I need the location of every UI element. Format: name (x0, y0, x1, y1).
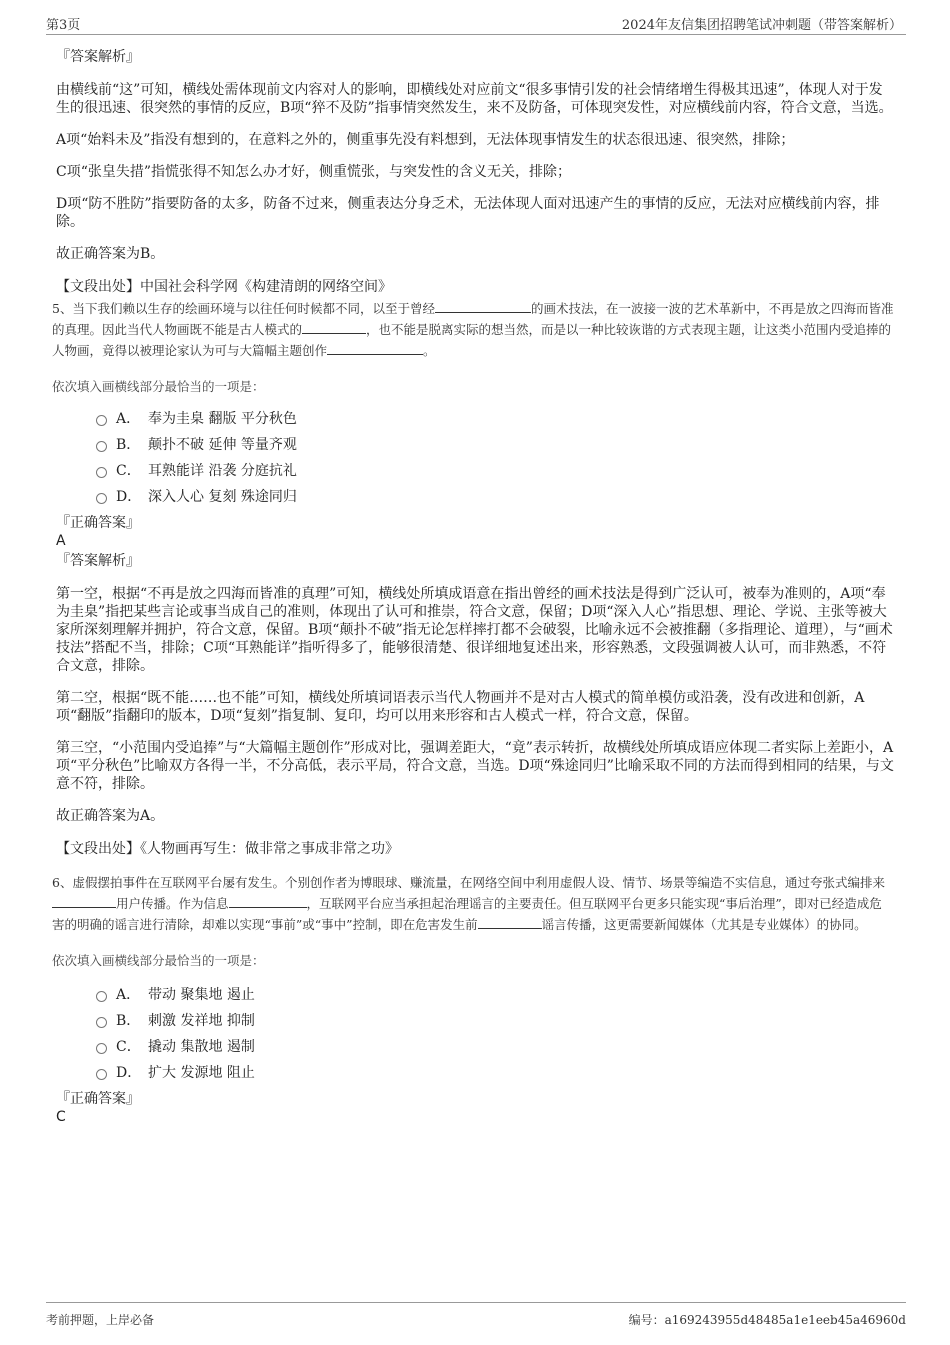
conclusion: 故正确答案为B。 (56, 246, 165, 262)
footer-slogan: 考前押题，上岸必备 (46, 1313, 155, 1327)
question-text: 5、当下我们赖以生存的绘画环境与以往任何时候都不同，以至于曾经 的画术技法，在一波接一波的艺术革新中，不再是放之四海而皆准的真理。因此当代人物画既不能是古人模式的 ，也不能是脱离实际的想当然，而是以一种比较诙谐的方式表现主题，让这类小范围内受追捧的人物画，竟得以被理论家认为可与大篇幅主题创作 。 (52, 301, 894, 358)
correct-answer: C (56, 1109, 66, 1125)
analysis-paragraph: 第一空，根据“不再是放之四海而皆准的真理”可知，横线处所填成语意在指出曾经的画术技法是得到广泛认可，被奉为准则的，A项“奉为圭臬”指把某些言论或事当成自己的准则，体现出了认可和推崇，符合文意，保留；D项“深入人心”指思想、理论、学说、主张等被大家所深刻理解并拥护，符合文意，保留。B项“颠扑不破”指无论怎样摔打都不会破裂，比喻永远不会被推翻（多指理论、道理），与“画术技法”搭配不当，排除；C项“耳熟能详”指听得多了，能够很清楚、很详细地复述出来，形容熟悉，文段强调被人认可，而非熟悉，不符合文意，排除。 (56, 586, 893, 674)
option-d[interactable]: D． 扩大 发源地 阻止 (56, 1063, 894, 1089)
option-b[interactable]: B． 颠扑不破 延伸 等量齐观 (56, 435, 894, 461)
answer-label: 『正确答案』 (56, 515, 140, 531)
question-instruction: 依次填入画横线部分最恰当的一项是： (52, 953, 265, 968)
radio-icon[interactable] (96, 1043, 107, 1054)
fill-blank (435, 300, 531, 313)
document-title: 2024年友信集团招聘笔试冲刺题（带答案解析） (621, 18, 902, 33)
fill-blank (229, 895, 307, 908)
analysis-paragraph: 由横线前“这”可知，横线处需体现前文内容对人的影响，即横线处对应前文“很多事情引发的社会情绪增生得极其迅速”，体现人对于发生的很迅速、很突然的事情的反应，B项“猝不及防”指事情突然发生，来不及防备，可体现突发性，对应横线前内容，符合文意，当选。 (56, 82, 893, 116)
option-a[interactable]: A． 带动 聚集地 遏止 (56, 985, 894, 1011)
fill-blank (302, 321, 366, 334)
main-content (52, 42, 894, 1126)
radio-icon[interactable] (96, 493, 107, 504)
answer-label: 『正确答案』 (56, 1091, 140, 1107)
analysis-paragraph: 第二空，根据“既不能……也不能”可知，横线处所填词语表示当代人物画并不是对古人模式的简单模仿或沿袭，没有改进和创新，A项“翻版”指翻印的版本，D项“复刻”指复制、复印，均可以用来形容和古人模式一样，符合文意，保留。 (56, 690, 865, 724)
analysis-paragraph: 第三空，“小范围内受追捧”与“大篇幅主题创作”形成对比，强调差距大，“竟”表示转折，故横线处所填成语应体现二者实际上差距小，A项“平分秋色”比喻双方各得一半，不分高低，表示平局，符合文意，当选。D项“殊途同归”比喻采取不同的方法而得到相同的结果，与文意不符，排除。 (56, 740, 894, 792)
analysis-paragraph: A项“始料未及”指没有想到的，在意料之外的，侧重事先没有料想到，无法体现事情发生的状态很迅速、很突然，排除； (56, 132, 795, 148)
option-c[interactable]: C． 耳熟能详 沿袭 分庭抗礼 (56, 461, 894, 487)
options-list (56, 985, 894, 1089)
options-list (56, 409, 894, 513)
page-header (46, 12, 906, 35)
radio-icon[interactable] (96, 991, 107, 1002)
option-d[interactable]: D． 深入人心 复刻 殊途同归 (56, 487, 894, 513)
source-citation: 【文段出处】《人物画再写生：做非常之事成非常之功》 (56, 841, 399, 857)
source-citation: 【文段出处】中国社会科学网《构建清朗的网络空间》 (56, 279, 392, 295)
option-a[interactable]: A． 奉为圭臬 翻版 平分秋色 (56, 409, 894, 435)
radio-icon[interactable] (96, 1017, 107, 1028)
page-footer (46, 1302, 906, 1327)
fill-blank (478, 916, 542, 929)
document-id: 编号：a169243955d48485a1e1eeb45a46960d (628, 1313, 906, 1327)
radio-icon[interactable] (96, 441, 107, 452)
fill-blank (52, 895, 116, 908)
option-c[interactable]: C． 撬动 集散地 遏制 (56, 1037, 894, 1063)
question-instruction: 依次填入画横线部分最恰当的一项是： (52, 379, 265, 394)
question-text: 6、虚假摆拍事件在互联网平台屡有发生。个别创作者为博眼球、赚流量，在网络空间中利用虚假人设、情节、场景等编造不实信息，通过夸张式编排来用户传播。作为信息 ，互联网平台应当承担起治理谣言的主要责任。但互联网平台更多只能实现“事后治理”，即对已经造成危害的明确的谣言进行清除，却难以实现“事前”或“事中”控制，即在危害发生前 谣言传播，这更需要新闻媒体（尤其是专业媒体）的协同。 (52, 875, 885, 932)
page-number: 第3页 (46, 18, 81, 33)
analysis-label: 『答案解析』 (56, 553, 140, 569)
radio-icon[interactable] (96, 1069, 107, 1080)
radio-icon[interactable] (96, 415, 107, 426)
correct-answer: A (56, 533, 66, 549)
fill-blank (327, 342, 423, 355)
radio-icon[interactable] (96, 467, 107, 478)
option-b[interactable]: B． 刺激 发祥地 抑制 (56, 1011, 894, 1037)
conclusion: 故正确答案为A。 (56, 808, 165, 824)
analysis-paragraph: C项“张皇失措”指慌张得不知怎么办才好，侧重慌张，与突发性的含义无关，排除； (56, 164, 572, 180)
analysis-label: 『答案解析』 (56, 49, 140, 65)
analysis-paragraph: D项“防不胜防”指要防备的太多，防备不过来，侧重表达分身乏术，无法体现人面对迅速产生的事情的反应，无法对应横线前内容，排除。 (56, 196, 880, 230)
